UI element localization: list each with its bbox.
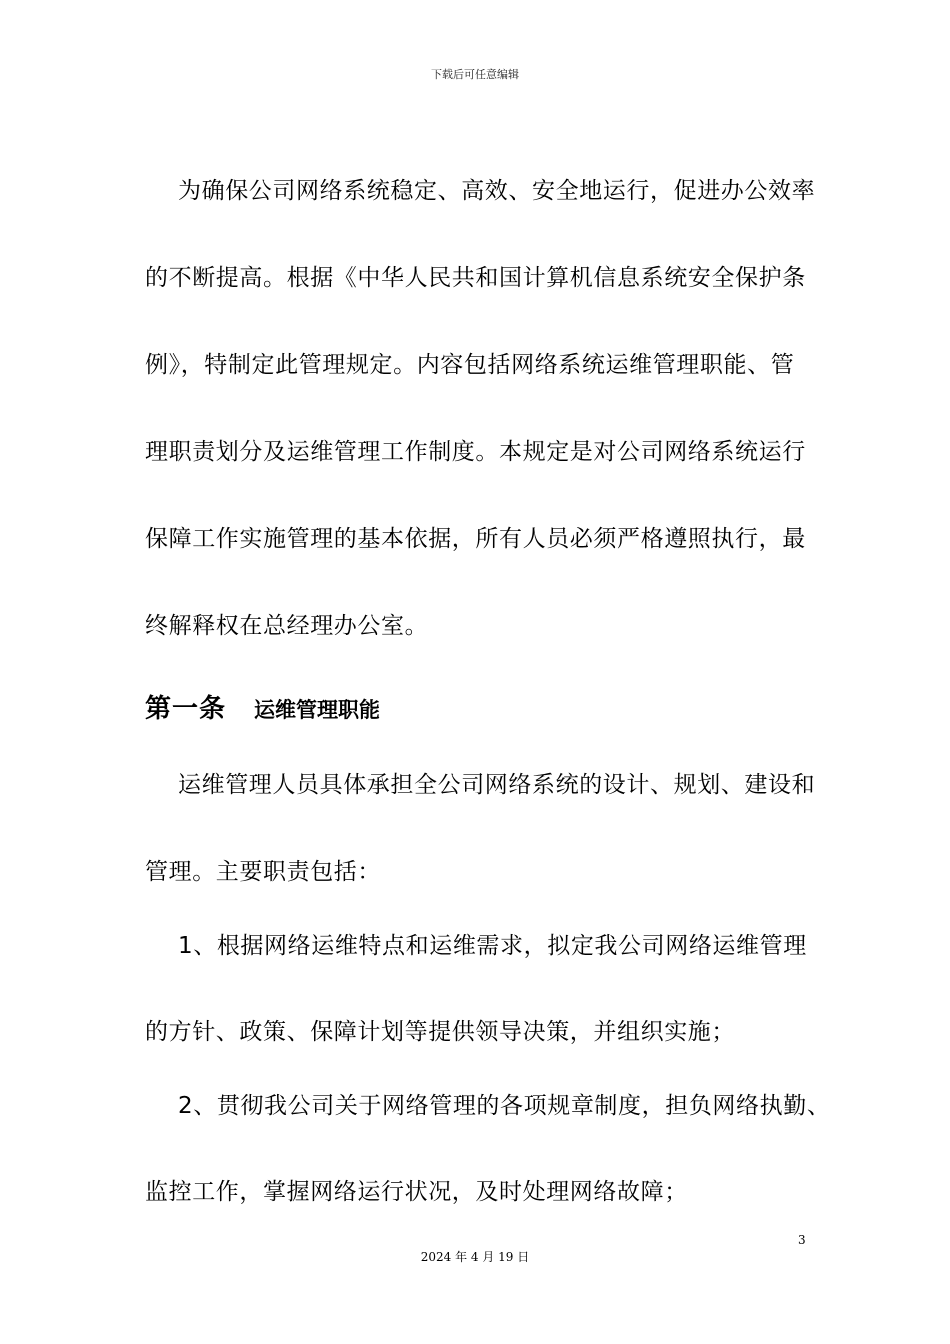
paragraph-line: 保障工作实施管理的基本依据，所有人员必须严格遵照执行，最 (145, 526, 806, 552)
article-title: 运维管理职能 (254, 698, 381, 722)
page-number: 3 (798, 1233, 806, 1247)
footer-date: 2024 年 4 月 19 日 (420, 1250, 530, 1264)
article-heading (145, 688, 380, 725)
page-header: 下载后可任意编辑 (431, 68, 519, 81)
list-item-line: 的方针、政策、保障计划等提供领导决策，并组织实施； (145, 1019, 735, 1045)
list-item-line: 2、贯彻我公司关于网络管理的各项规章制度，担负网络执勤、 (178, 1093, 831, 1119)
paragraph-line: 管理。主要职责包括： (145, 859, 381, 885)
paragraph-line: 终解释权在总经理办公室。 (145, 613, 429, 639)
paragraph-line: 运维管理人员具体承担全公司网络系统的设计、规划、建设和 (178, 772, 816, 798)
paragraph-line: 理职责划分及运维管理工作制度。本规定是对公司网络系统运行 (145, 439, 806, 465)
paragraph-line: 的不断提高。根据《中华人民共和国计算机信息系统安全保护条 (145, 265, 806, 291)
list-item-line: 1、根据网络运维特点和运维需求，拟定我公司网络运维管理 (178, 933, 807, 959)
list-item-line: 监控工作，掌握网络运行状况，及时处理网络故障； (145, 1179, 688, 1205)
paragraph-line: 为确保公司网络系统稳定、高效、安全地运行，促进办公效率 (178, 178, 816, 204)
paragraph-line: 例》，特制定此管理规定。内容包括网络系统运维管理职能、管 (145, 352, 795, 378)
article-number: 第一条 (145, 694, 227, 724)
